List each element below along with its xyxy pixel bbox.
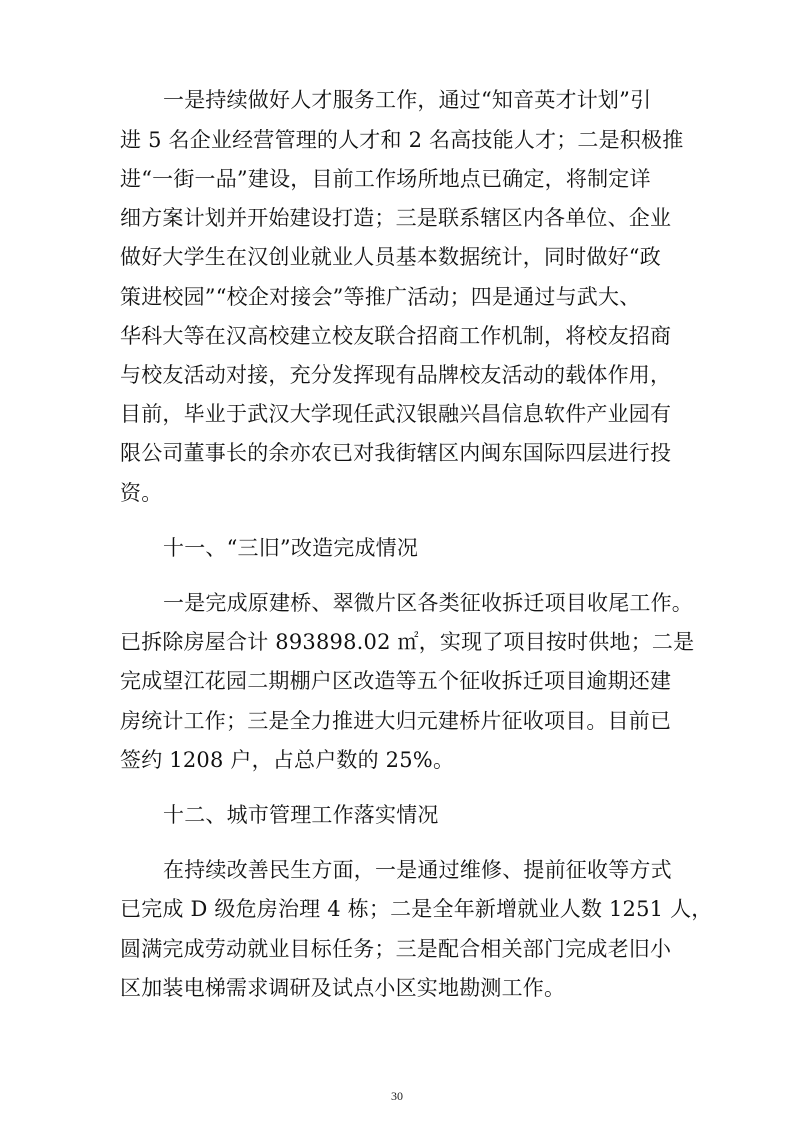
paragraph-line: 区加装电梯需求调研及试点小区实地勘测工作。: [120, 976, 566, 1000]
paragraph-line: 一是持续做好人才服务工作，通过“知音英才计划”引: [163, 88, 652, 112]
paragraph-line: 已拆除房屋合计 893898.02 ㎡，实现了项目按时供地；二是: [120, 630, 695, 654]
paragraph-line: 完成望江花园二期棚户区改造等五个征收拆迁项目逾期还建: [120, 669, 672, 693]
paragraph-line: 做好大学生在汉创业就业人员基本数据统计，同时做好“政: [120, 245, 661, 269]
paragraph-line: 圆满完成劳动就业目标任务；三是配合相关部门完成老旧小: [120, 937, 672, 961]
paragraph-line: 资。: [120, 481, 163, 505]
paragraph-line: 华科大等在汉高校建立校友联合招商工作机制，将校友招商: [120, 324, 672, 348]
paragraph-line: 一是完成原建桥、翠微片区各类征收拆迁项目收尾工作。: [163, 591, 693, 615]
paragraph-line: 目前，毕业于武汉大学现任武汉银融兴昌信息软件产业园有: [120, 402, 672, 426]
paragraph-line: 策进校园”“校企对接会”等推广活动；四是通过与武大、: [120, 285, 641, 309]
paragraph-line: 与校友活动对接，充分发挥现有品牌校友活动的载体作用，: [120, 363, 672, 387]
section-heading-12: 十二、城市管理工作落实情况: [163, 803, 439, 827]
paragraph-line: 限公司董事长的余亦农已对我街辖区内闽东国际四层进行投: [120, 441, 672, 465]
page-number: 30: [391, 1089, 403, 1103]
paragraph-line: 签约 1208 户，占总户数的 25%。: [120, 748, 455, 772]
paragraph-line: 进“一街一品”建设，目前工作场所地点已确定，将制定详: [120, 167, 651, 191]
paragraph-line: 细方案计划并开始建设打造；三是联系辖区内各单位、企业: [120, 206, 672, 230]
paragraph-line: 在持续改善民生方面，一是通过维修、提前征收等方式: [163, 858, 672, 882]
section-heading-11: 十一、“三旧”改造完成情况: [163, 536, 419, 560]
paragraph-line: 已完成 D 级危房治理 4 栋；二是全年新增就业人数 1251 人，: [120, 897, 713, 921]
paragraph-line: 房统计工作；三是全力推进大归元建桥片征收项目。目前已: [120, 709, 672, 733]
paragraph-line: 进 5 名企业经营管理的人才和 2 名高技能人才；二是积极推: [120, 128, 684, 152]
